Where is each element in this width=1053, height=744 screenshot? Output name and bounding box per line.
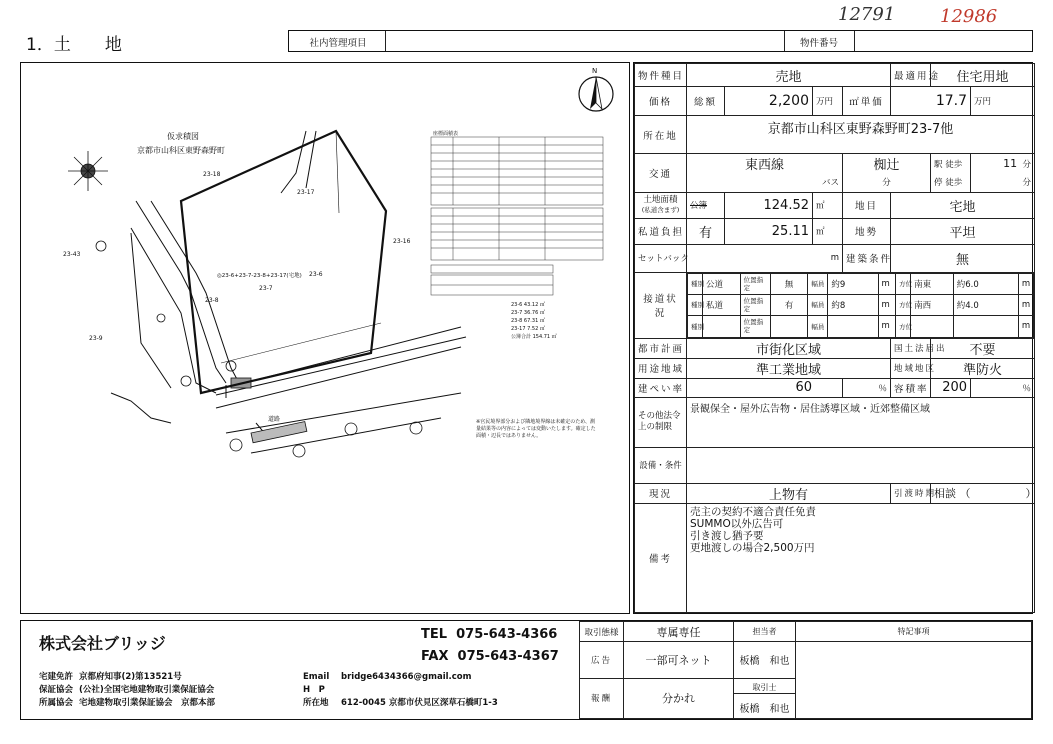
delivery-value: 相談 bbox=[934, 487, 957, 500]
email-label: Email bbox=[303, 672, 330, 682]
subject-lot-label: ◎23-6+23-7-23-8+23-17(宅地) bbox=[217, 273, 302, 279]
chimoku-label: 地目 bbox=[843, 192, 891, 218]
road-dir: 南東 bbox=[911, 273, 954, 294]
land-area-sub: (私道含まず) bbox=[641, 206, 680, 214]
other-value: 景観保全・屋外広告物・居住誘導区域・近郊整備区域 bbox=[687, 397, 1035, 447]
map-subtitle: 京都市山科区東野森野町 bbox=[137, 146, 225, 155]
road-len: 約6.0 bbox=[953, 273, 1018, 294]
other-label: その他法令上の制限 bbox=[635, 397, 687, 447]
address-value: 京都市山科区東野森野町23-7他 bbox=[687, 116, 1035, 154]
private-road-label: 私道負担 bbox=[635, 218, 687, 244]
lot-label-23-9: 23-9 bbox=[89, 335, 103, 342]
setback-label: セットバック bbox=[635, 244, 687, 272]
city-plan-value: 市街化区域 bbox=[687, 338, 891, 358]
trader-value: 板橋 和也 bbox=[739, 703, 790, 715]
restrict-label: 建築条件 bbox=[843, 244, 891, 272]
ad-label: 広告 bbox=[580, 642, 624, 678]
delivery-label: 引渡時期 bbox=[891, 483, 931, 503]
road-desig bbox=[770, 316, 808, 337]
price-value: 2,200 bbox=[725, 87, 813, 116]
lot-label-23-6: 23-6 bbox=[309, 271, 323, 278]
tsubo-unit: 万円 bbox=[971, 87, 1035, 116]
road-len: 約4.0 bbox=[953, 294, 1018, 315]
address-label: 所在地 bbox=[635, 116, 687, 154]
property-no-label: 物件番号 bbox=[799, 38, 838, 49]
assoc-value: 宅地建物取引業保証協会 京都本部 bbox=[78, 698, 215, 708]
staff-value: 板橋 和也 bbox=[734, 642, 796, 678]
road-kind: 公道 bbox=[703, 273, 741, 294]
internal-mgmt-value[interactable] bbox=[387, 31, 782, 51]
road-kind-label: 種別 bbox=[688, 316, 703, 337]
road-desig: 無 bbox=[770, 273, 808, 294]
land-area-label: 土地面積 bbox=[643, 195, 678, 205]
note-line: 売主の契約不適合責任免責 bbox=[690, 505, 816, 518]
road-len-unit: m bbox=[1018, 294, 1033, 315]
survey-map bbox=[20, 62, 630, 614]
tsubo-label: ㎡単価 bbox=[843, 87, 891, 116]
tel-number: 075-643-4366 bbox=[456, 627, 558, 642]
lot-label-23-7: 23-7 bbox=[259, 285, 273, 292]
road-dir bbox=[911, 316, 954, 337]
road-status-label: 接道状況 bbox=[635, 272, 687, 338]
fax-number: 075-643-4367 bbox=[457, 649, 559, 664]
assoc-label: 所属協会 bbox=[39, 698, 74, 708]
road-width-unit: m bbox=[878, 294, 896, 315]
road-row bbox=[688, 294, 1034, 315]
property-no-value[interactable] bbox=[856, 31, 1031, 51]
road-label: 道路 bbox=[268, 416, 281, 423]
deal-value: 専属専任 bbox=[624, 622, 734, 642]
far-label: 容積率 bbox=[891, 378, 931, 397]
tel-label: TEL bbox=[421, 627, 448, 642]
road-kind-label: 種別 bbox=[688, 294, 703, 315]
far-value: 200 bbox=[931, 378, 971, 397]
zone-value: 準工業地域 bbox=[687, 358, 891, 378]
notes-label: 備考 bbox=[635, 503, 687, 613]
road-dir-label: 方位 bbox=[896, 294, 911, 315]
road-desig: 有 bbox=[770, 294, 808, 315]
bus-label: バス bbox=[687, 173, 843, 192]
parcel-summary-line: 公簿合計 154.71 ㎡ bbox=[511, 334, 557, 340]
facility-value bbox=[687, 447, 1035, 483]
company-footer bbox=[20, 620, 1033, 720]
handwritten-number-2: 12986 bbox=[940, 6, 998, 27]
line-value: 東西線 bbox=[687, 154, 843, 174]
road-len-unit: m bbox=[1018, 316, 1033, 337]
use-label: 最適用途 bbox=[891, 64, 931, 87]
bcr-value: 60 bbox=[687, 378, 843, 397]
status-label: 現況 bbox=[635, 483, 687, 503]
header-bar bbox=[288, 30, 1033, 52]
road-desig-label: 位置指定 bbox=[740, 316, 770, 337]
road-width-unit: m bbox=[878, 316, 896, 337]
station-value: 椥辻 bbox=[843, 154, 931, 174]
note-line: 引き渡し猶予要 bbox=[690, 529, 764, 542]
road-dir-label: 方位 bbox=[896, 273, 911, 294]
private-road-value: 25.11 bbox=[725, 218, 813, 244]
minute-unit: 分 bbox=[1022, 160, 1032, 170]
company-name: 株式会社ブリッジ bbox=[39, 634, 166, 653]
parcel-summary-line: 23-17 7.52 ㎡ bbox=[511, 326, 545, 332]
map-title: 仮求積図 bbox=[167, 132, 199, 141]
land-report-label: 国土法届出 bbox=[891, 338, 931, 358]
fee-label: 報酬 bbox=[580, 678, 624, 718]
area-table-title: 座標面積表 bbox=[433, 131, 459, 137]
guarantee-label: 保証協会 bbox=[39, 685, 74, 695]
lot-label-23-18: 23-18 bbox=[203, 171, 221, 178]
private-road-has: 有 bbox=[687, 218, 725, 244]
north-arrow-icon bbox=[579, 77, 613, 111]
road-row bbox=[688, 316, 1034, 337]
road-row bbox=[688, 273, 1034, 294]
lot-label-23-43: 23-43 bbox=[63, 251, 81, 258]
road-kind-label: 種別 bbox=[688, 273, 703, 294]
staff-label: 担当者 bbox=[734, 622, 796, 642]
guarantee-value: (公社)全国宅地建物取引業保証協会 bbox=[78, 685, 215, 695]
lot-label-23-17: 23-17 bbox=[297, 189, 315, 196]
note-line: 更地渡しの場合2,500万円 bbox=[690, 541, 815, 554]
parcel-summary-line: 23-6 43.12 ㎡ bbox=[511, 302, 545, 308]
lot-label-23-16: 23-16 bbox=[393, 238, 411, 245]
road-width-label: 幅員 bbox=[808, 273, 828, 294]
internal-mgmt-label: 社内管理項目 bbox=[309, 38, 367, 49]
bcr-label: 建ぺい率 bbox=[635, 378, 687, 397]
parcel-summary-line: 23-8 67.31 ㎡ bbox=[511, 318, 545, 324]
coordinate-tables bbox=[431, 137, 603, 295]
road-desig-label: 位置指定 bbox=[740, 273, 770, 294]
fax-label: FAX bbox=[421, 649, 449, 664]
zone-label: 用途地域 bbox=[635, 358, 687, 378]
walk-value: 11 bbox=[1003, 157, 1018, 170]
note-line: SUMMO以外広告可 bbox=[690, 517, 784, 530]
section-title: 1．土 地 bbox=[26, 35, 122, 55]
road-width: 約8 bbox=[828, 294, 878, 315]
terrain-label: 地勢 bbox=[843, 218, 891, 244]
type-value: 売地 bbox=[687, 64, 891, 87]
setback-unit: m bbox=[687, 244, 843, 272]
fee-value: 分かれ bbox=[624, 678, 734, 718]
tsubo-value: 17.7 bbox=[891, 87, 971, 116]
road-kind: 私道 bbox=[703, 294, 741, 315]
notes-value bbox=[687, 503, 1035, 613]
spec-grid bbox=[634, 63, 1035, 613]
far-unit: ％ bbox=[971, 378, 1035, 397]
transport-label: 交通 bbox=[635, 154, 687, 193]
road-dir: 南西 bbox=[911, 294, 954, 315]
road-width-unit: m bbox=[878, 273, 896, 294]
land-area-unit: ㎡ bbox=[813, 192, 843, 218]
license-value: 京都府知事(2)第13521号 bbox=[78, 672, 182, 682]
map-north-letter: N bbox=[592, 67, 598, 75]
station-suffix: 駅 bbox=[934, 159, 943, 170]
special-value bbox=[796, 642, 1032, 719]
parcel-summary bbox=[511, 301, 557, 341]
use-value: 住宅用地 bbox=[931, 64, 1035, 87]
land-area-value: 124.52 bbox=[725, 192, 813, 218]
license-label: 宅建免許 bbox=[39, 672, 74, 682]
parcel-summary-line: 23-7 36.76 ㎡ bbox=[511, 310, 545, 316]
ad-value: 一部可ネット bbox=[624, 642, 734, 678]
walk-label: 徒歩 bbox=[945, 159, 963, 170]
special-label: 特記事項 bbox=[796, 622, 1032, 642]
email-value[interactable]: bridge6434366@gmail.com bbox=[341, 672, 472, 682]
city-plan-label: 都市計画 bbox=[635, 338, 687, 358]
addr-value: 612-0045 京都市伏見区深草石橋町1-3 bbox=[341, 698, 498, 708]
restrict-value: 無 bbox=[891, 244, 1035, 272]
stop-walk: 徒歩 bbox=[945, 178, 963, 189]
road-width-label: 幅員 bbox=[808, 294, 828, 315]
compass-rose-icon bbox=[68, 151, 108, 191]
road-kind bbox=[703, 316, 741, 337]
private-road-unit: ㎡ bbox=[813, 218, 843, 244]
hp-label: H P bbox=[303, 685, 325, 695]
type-label: 物件種目 bbox=[635, 64, 687, 87]
deal-label: 取引態様 bbox=[580, 622, 624, 642]
road-dir-label: 方位 bbox=[896, 316, 911, 337]
stop-minute: 分 bbox=[971, 173, 1035, 192]
bus-minute: 分 bbox=[843, 173, 931, 192]
delivery-paren: （ ） bbox=[959, 487, 1037, 500]
road-desig-label: 位置指定 bbox=[740, 294, 770, 315]
fire-value: 準防火 bbox=[931, 358, 1035, 378]
road-len bbox=[953, 316, 1018, 337]
trader-label: 取引士 bbox=[734, 682, 795, 694]
terrain-value: 平坦 bbox=[891, 218, 1035, 244]
addr-label: 所在地 bbox=[303, 698, 329, 708]
road-len-unit: m bbox=[1018, 273, 1033, 294]
lot-label-23-8: 23-8 bbox=[205, 297, 219, 304]
stop-label: 停 bbox=[934, 178, 943, 189]
bcr-unit: ％ bbox=[843, 378, 891, 397]
deal-info bbox=[579, 621, 1032, 719]
handwritten-number-1: 12791 bbox=[838, 4, 896, 25]
spec-table bbox=[633, 62, 1037, 614]
road-width: 約9 bbox=[828, 273, 878, 294]
land-area-kind: 公簿 bbox=[687, 192, 725, 218]
road-width-label: 幅員 bbox=[808, 316, 828, 337]
land-report-value: 不要 bbox=[931, 338, 1035, 358]
facility-label: 設備・条件 bbox=[635, 447, 687, 483]
total-label: 総額 bbox=[687, 87, 725, 116]
road-width bbox=[828, 316, 878, 337]
status-value: 上物有 bbox=[687, 483, 891, 503]
survey-note: ※官民境界部分および隣地境界線は未確定のため、測量結果等の内容によっては変動いたします。確定した面積・辺長ではありません。 bbox=[476, 419, 596, 439]
price-label: 価格 bbox=[635, 87, 687, 116]
road-status-table bbox=[687, 273, 1034, 338]
chimoku-value: 宅地 bbox=[891, 192, 1035, 218]
fire-label: 地域地区 bbox=[891, 358, 931, 378]
price-unit: 万円 bbox=[813, 87, 843, 116]
